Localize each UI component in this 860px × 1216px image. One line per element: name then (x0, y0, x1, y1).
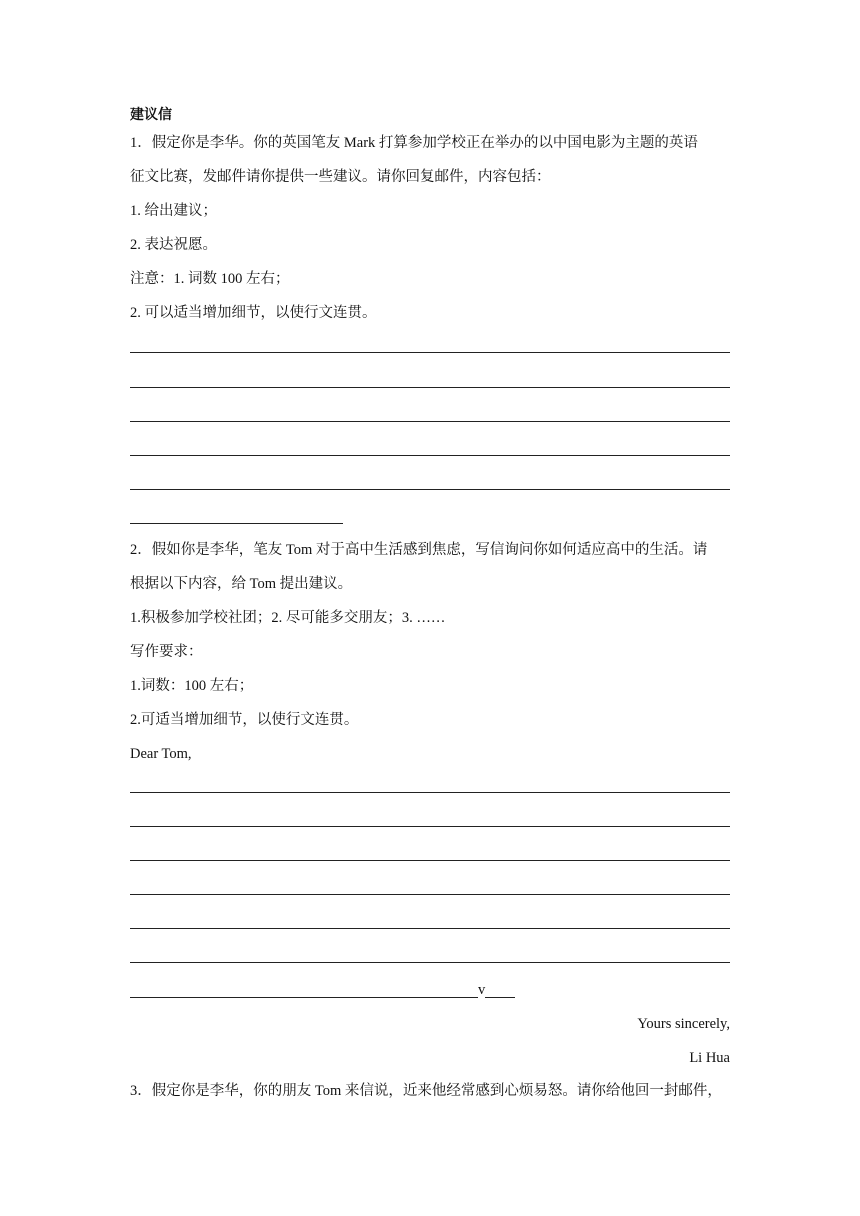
q1-point-2: 2. 表达祝愿。 (130, 237, 217, 253)
q2-closing: Yours sincerely, (637, 1016, 730, 1032)
q2-points: 1.积极参加学校社团；2. 尽可能多交朋友；3. …… (130, 610, 446, 626)
q2-requirements-title: 写作要求： (130, 644, 203, 660)
q3-prompt-line1: 3．假定你是李华，你的朋友 Tom 来信说，近来他经常感到心烦易怒。请你给他回一封邮件， (130, 1083, 722, 1099)
answer-line (130, 894, 730, 895)
answer-line (130, 387, 730, 388)
section-title: 建议信 (130, 107, 172, 123)
answer-line-with-mark (130, 981, 515, 1001)
line-mark-text: v (478, 982, 486, 998)
answer-line (130, 455, 730, 456)
q1-prompt-line2: 征文比赛，发邮件请你提供一些建议。请你回复邮件，内容包括： (130, 169, 551, 185)
answer-line (130, 860, 730, 861)
q2-signature: Li Hua (689, 1050, 730, 1066)
answer-line (130, 352, 730, 353)
q2-prompt-line2: 根据以下内容，给 Tom 提出建议。 (130, 576, 353, 592)
q1-prompt-line1: 1．假定你是李华。你的英国笔友 Mark 打算参加学校正在举办的以中国电影为主题的英语 (130, 135, 698, 151)
answer-line (130, 421, 730, 422)
answer-line (130, 962, 730, 963)
q2-salutation: Dear Tom, (130, 746, 192, 762)
answer-line-segment (485, 983, 515, 998)
q2-prompt-line1: 2．假如你是李华，笔友 Tom 对于高中生活感到焦虑，写信询问你如何适应高中的生活。请 (130, 542, 708, 558)
q1-note-2: 2. 可以适当增加细节，以使行文连贯。 (130, 305, 377, 321)
answer-line (130, 792, 730, 793)
answer-line (130, 928, 730, 929)
answer-line (130, 489, 730, 490)
q1-point-1: 1. 给出建议； (130, 203, 217, 219)
q2-requirement-2: 2.可适当增加细节，以使行文连贯。 (130, 712, 359, 728)
answer-line-segment (130, 983, 478, 998)
answer-line-short (130, 523, 343, 524)
q2-requirement-1: 1.词数：100 左右； (130, 678, 254, 694)
q1-note-1: 注意：1. 词数 100 左右； (130, 271, 290, 287)
answer-line (130, 826, 730, 827)
